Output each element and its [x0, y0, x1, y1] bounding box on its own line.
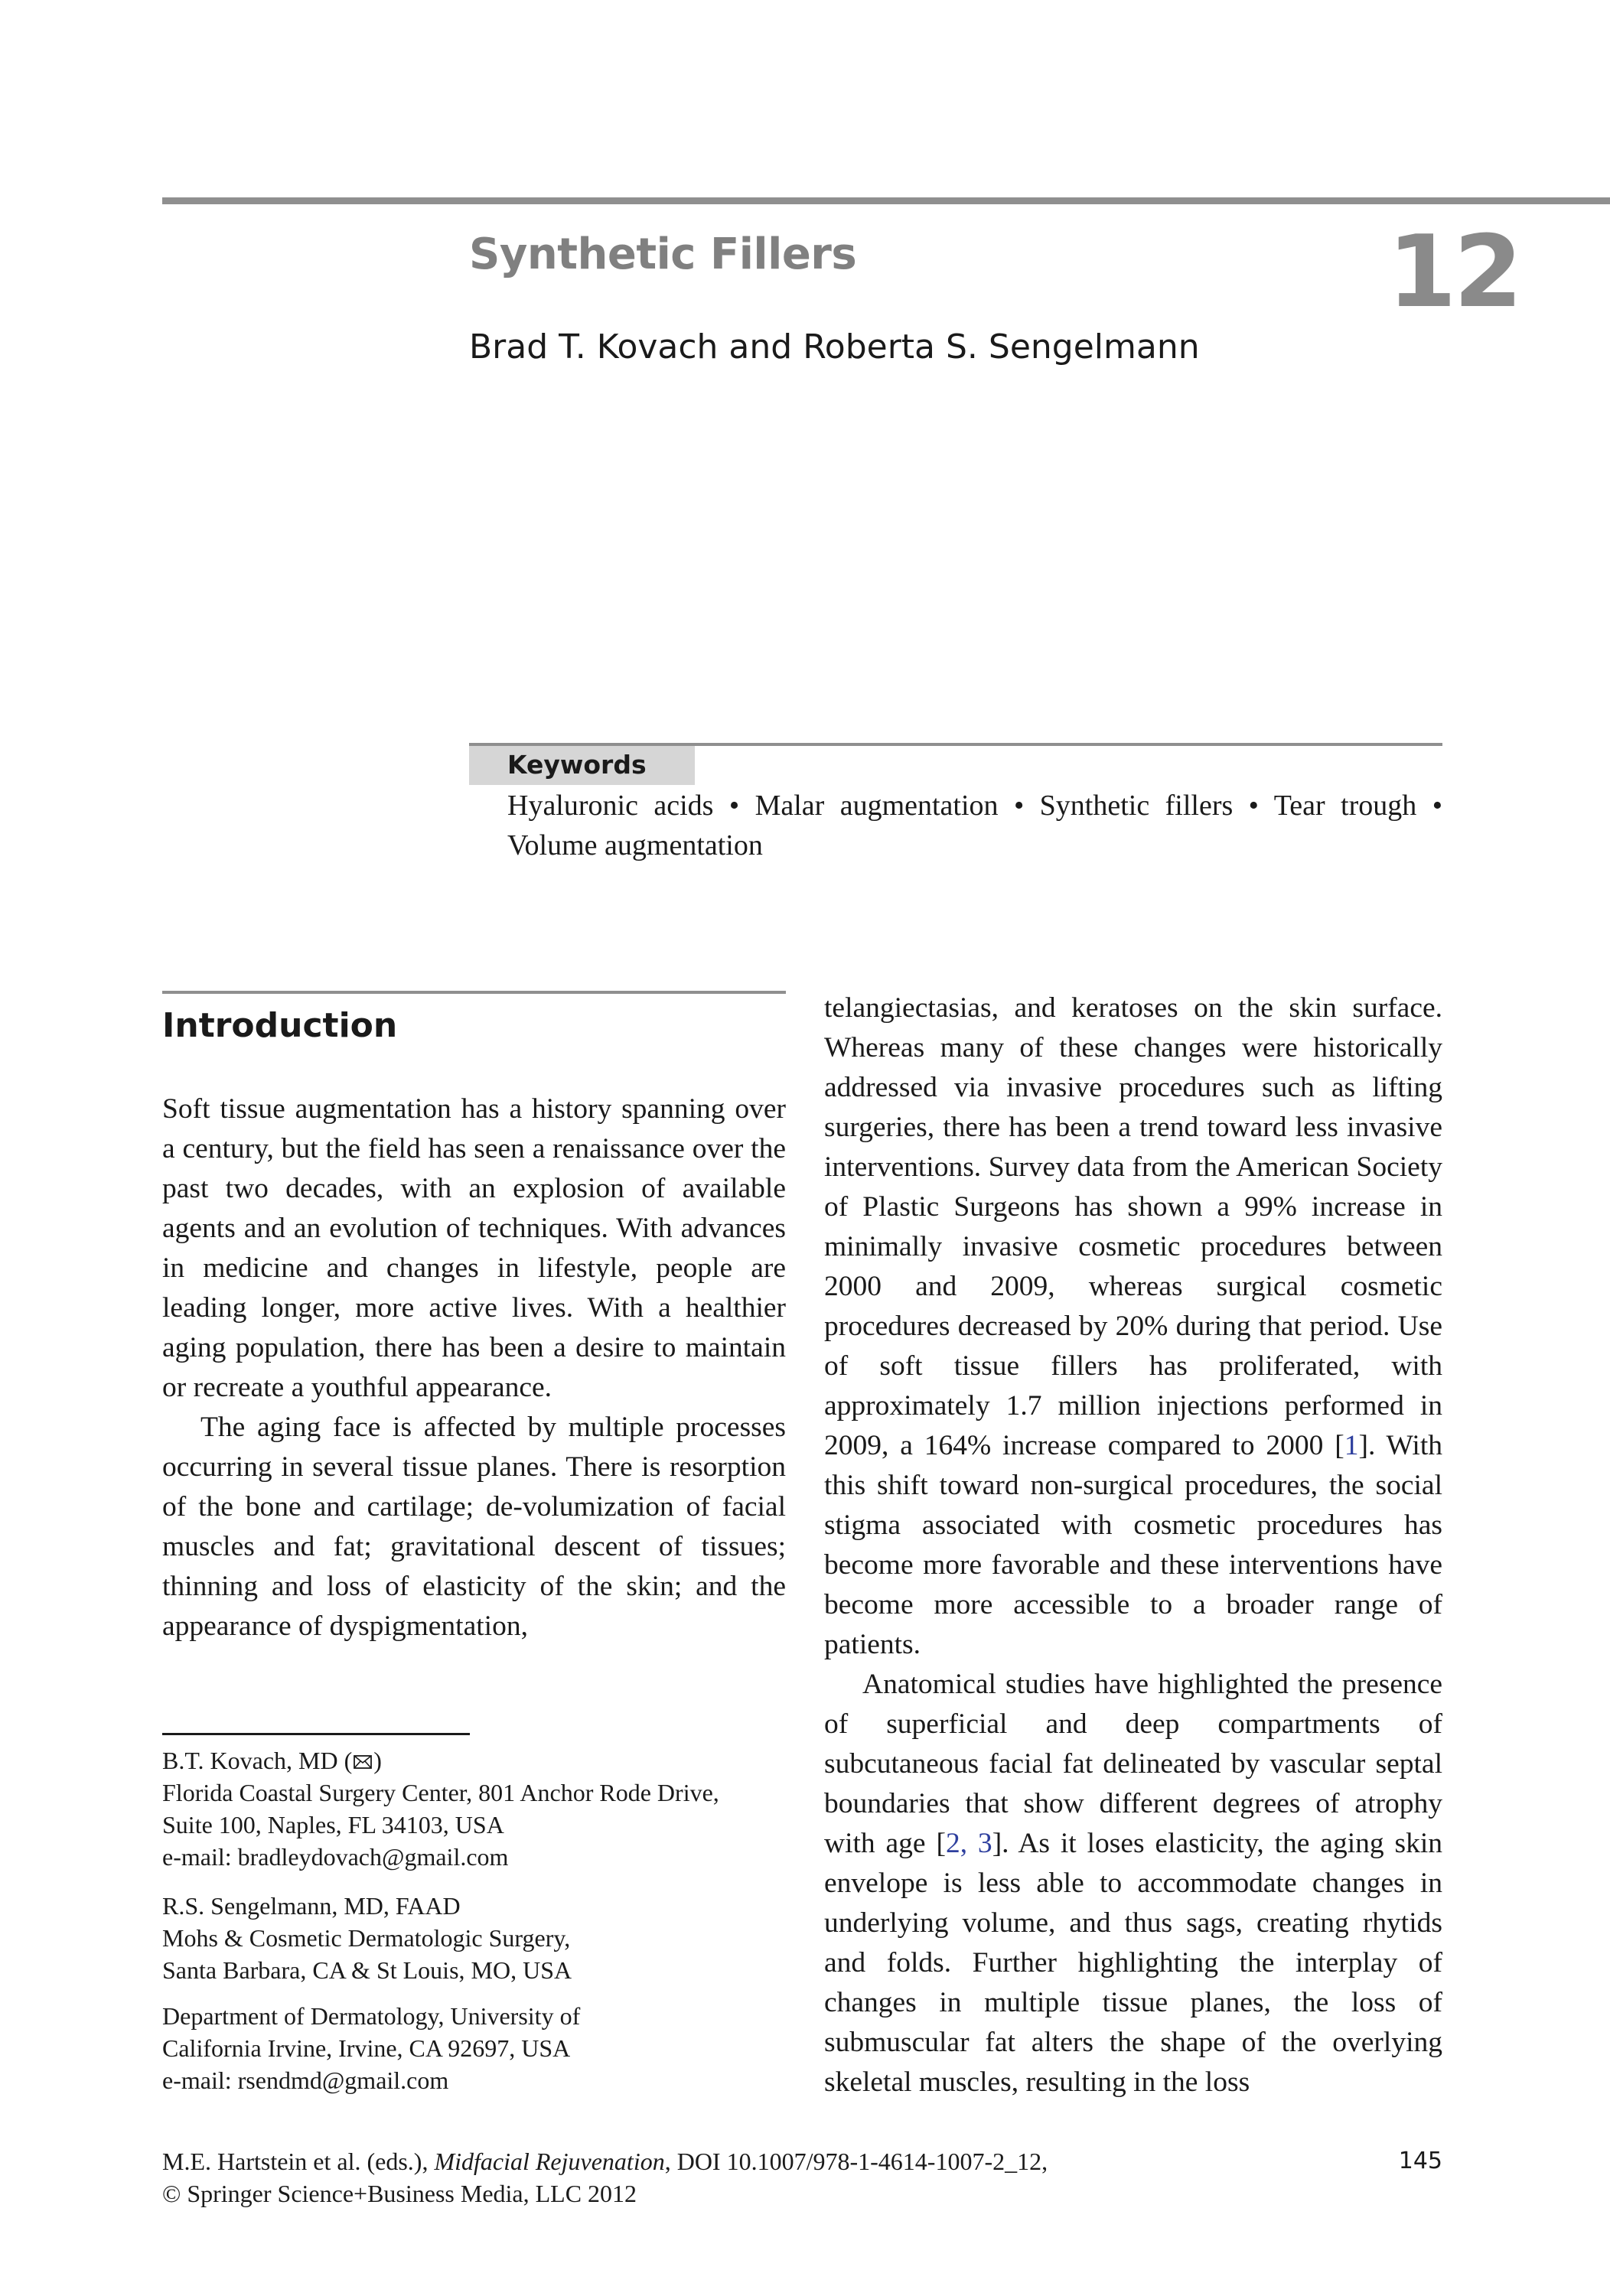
address-line: Department of Dermatology, University of [162, 2002, 581, 2030]
page-number: 145 [1398, 2148, 1442, 2174]
copyright: © Springer Science+Business Media, LLC 2012 [162, 2180, 637, 2207]
email: e-mail: rsendmd@gmail.com [162, 2066, 449, 2094]
page-footer [162, 2145, 1442, 2210]
envelope-icon [354, 1754, 372, 1770]
citation-text: M.E. Hartstein et al. (eds.), [162, 2148, 435, 2175]
text-run: Anatomical studies have highlighted the presence of superficial and deep compartments of subcutaneous facial fat delineated by vascular septal boundaries that show different degrees of atrophy with age [ [824, 1669, 1442, 1859]
keywords-text: Hyaluronic acids • Malar augmentation • Synthetic fillers • Tear trough • Volume augmentation [507, 790, 1442, 861]
text-run: ]. As it loses elasticity, the aging skin envelope is less able to accommodate changes in underlying volume, and thus sags, creating rhytids and folds. Further highlighting the interplay of changes in multiple tissue planes, the loss of submuscular fat alters the shape of the overlying skeletal muscles, resulting in the loss [824, 1828, 1443, 2098]
text-run: ]. With this shift toward non-surgical procedures, the social stigma associated with cosmetic procedures has become more favorable and these interventions have become more accessible to a broader range of patients. [824, 1430, 1442, 1660]
author-name: R.S. Sengelmann, MD, FAAD [162, 1892, 461, 1920]
citation-line [162, 2145, 1442, 2177]
chapter-number: 12 [1387, 213, 1520, 330]
chapter-title: Synthetic Fillers [469, 230, 857, 279]
right-column [824, 988, 1442, 2102]
author-name: B.T. Kovach, MD ( [162, 1747, 353, 1774]
address-line: Florida Coastal Surgery Center, 801 Anchor Rode Drive, [162, 1779, 719, 1806]
address-line: California Irvine, Irvine, CA 92697, USA [162, 2034, 571, 2062]
paragraph [824, 988, 1442, 1665]
address-line: Santa Barbara, CA & St Louis, MO, USA [162, 1956, 572, 1984]
section-heading: Introduction [162, 1006, 398, 1045]
paragraph [824, 1665, 1442, 2102]
citation-link[interactable]: 2, 3 [945, 1828, 992, 1859]
chapter-authors: Brad T. Kovach and Roberta S. Sengelmann [469, 327, 1200, 366]
address-line: Suite 100, Naples, FL 34103, USA [162, 1811, 504, 1838]
citation-doi: , DOI 10.1007/978-1-4614-1007-2_12, [664, 2148, 1048, 2175]
chapter-rule [162, 197, 1610, 204]
keywords-label: Keywords [507, 750, 647, 780]
left-column [162, 1089, 786, 1646]
paragraph: The aging face is affected by multiple processes occurring in several tissue planes. There is resorption of the bone and cartilage; de-volumization of facial muscles and fat; gravitational descent of tissues; thinning and loss of elasticity of the skin; and the appearance of dyspigmentation, [162, 1412, 786, 1642]
affiliation-department [162, 2000, 790, 2096]
text-run: telangiectasias, and keratoses on the skin surface. Whereas many of these changes were historically addressed via invasive procedures such as lifting surgeries, there has been a trend toward less invasive interventions. Survey data from the American Society of Plastic Surgeons has shown a 99% increase in minimally invasive cosmetic procedures between 2000 and 2009, whereas surgical cosmetic procedures decreased by 20% during that period. Use of soft tissue fillers has proliferated, with approximately 1.7 million injections performed in 2009, a 164% increase compared to 2000 [ [824, 992, 1442, 1461]
email: e-mail: bradleydovach@gmail.com [162, 1843, 509, 1871]
affiliation-sengelmann [162, 1890, 790, 1986]
affiliation-kovach [162, 1744, 790, 1873]
address-line: Mohs & Cosmetic Dermatologic Surgery, [162, 1924, 571, 1952]
citation-link[interactable]: 1 [1344, 1430, 1359, 1461]
author-name-close: ) [373, 1747, 382, 1774]
book-title: Midfacial Rejuvenation [434, 2148, 665, 2175]
footnote-rule [162, 1733, 470, 1735]
section-rule [162, 991, 786, 994]
paragraph: Soft tissue augmentation has a history spanning over a century, but the field has seen a renaissance over the past two decades, with an explosion of available agents and an evolution of techniques. With advances in medicine and changes in lifestyle, people are leading longer, more active lives. With a healthier aging population, there has been a desire to maintain or recreate a youthful appearance. [162, 1093, 786, 1403]
